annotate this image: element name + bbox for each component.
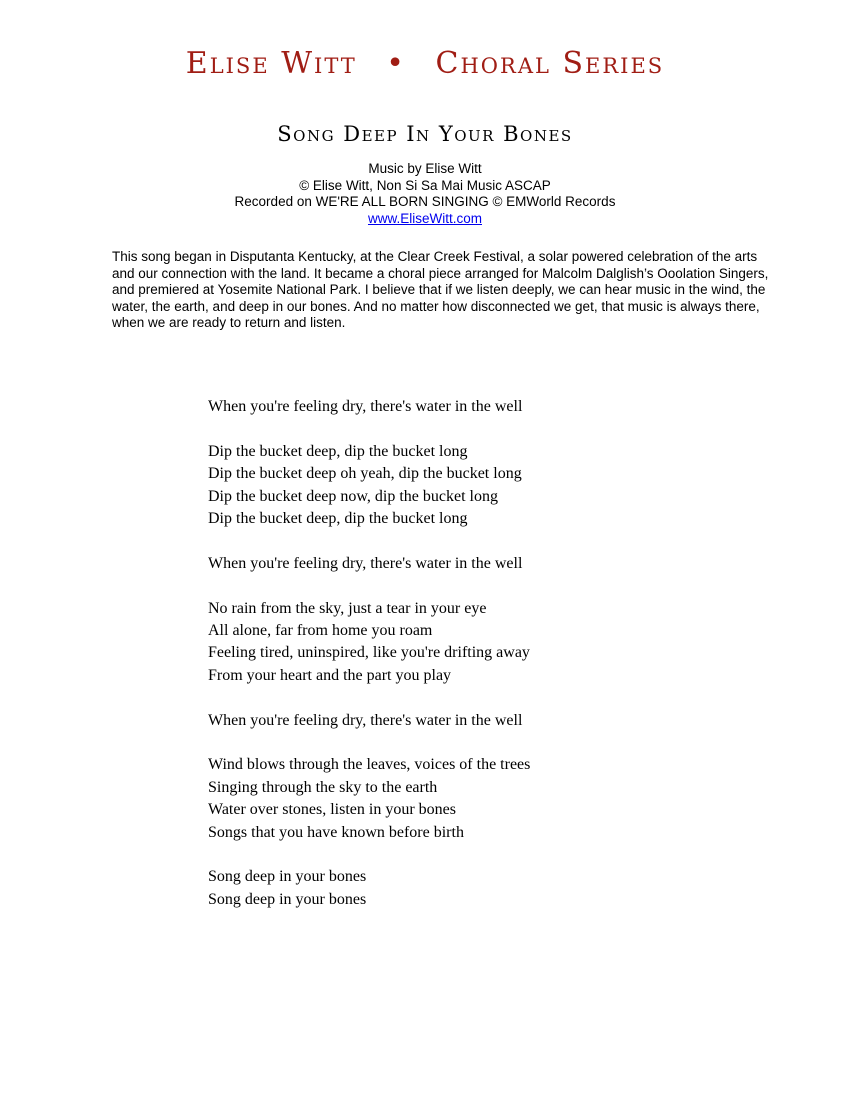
lyric-line: When you're feeling dry, there's water in the well xyxy=(208,398,523,415)
stanza-4 xyxy=(208,598,808,688)
lyric-line: Songs that you have known before birth xyxy=(208,823,464,841)
lyric-line: Dip the bucket deep, dip the bucket long xyxy=(208,510,468,528)
intro-paragraph: This song began in Disputanta Kentucky, at the Clear Creek Festival, a solar powered celebration of the arts and our connection with the land. It became a choral piece arranged for Malcolm Dalglish’s Ooolation Singers, and premiered at Yosemite National Park. I believe that if we listen deeply, we can hear music in the wind, the water, the earth, and deep in our bones. And no matter how disconnected we get, that music is always there, when we are ready to return and listen. xyxy=(112,249,769,331)
lyric-line: When you're feeling dry, there's water in the well xyxy=(208,554,523,572)
series-name: Choral Series xyxy=(435,46,665,81)
recorded-on: Recorded on WE'RE ALL BORN SINGING © EMWorld Records xyxy=(234,194,616,209)
lyric-line: Feeling tired, uninspired, like you're drifting away xyxy=(208,644,530,662)
lyric-line: Singing through the sky to the earth xyxy=(208,778,438,796)
lyric-line: All alone, far from home you roam xyxy=(208,622,433,640)
lyric-line: Dip the bucket deep, dip the bucket long xyxy=(208,442,468,460)
lyric-line: Dip the bucket deep oh yeah, dip the bucket long xyxy=(208,465,522,483)
lyric-line: Wind blows through the leaves, voices of the trees xyxy=(208,756,531,774)
lyric-line: Song deep in your bones xyxy=(208,868,367,886)
copyright-line: © Elise Witt, Non Si Sa Mai Music ASCAP xyxy=(299,177,551,193)
music-by: Music by Elise Witt xyxy=(368,161,482,176)
lyric-line: Dip the bucket deep now, dip the bucket long xyxy=(208,487,498,505)
stanza-3 xyxy=(208,553,808,575)
lyric-line: Song deep in your bones xyxy=(208,890,367,908)
stanza-7 xyxy=(208,866,808,911)
series-header xyxy=(0,46,850,81)
lyric-line: When you're feeling dry, there's water in the well xyxy=(208,711,523,729)
header-separator: • xyxy=(386,46,406,81)
lyric-line: Water over stones, listen in your bones xyxy=(208,801,456,819)
lyrics xyxy=(208,396,808,934)
song-credits xyxy=(0,161,850,227)
stanza-1 xyxy=(208,396,808,418)
lyric-line: No rain from the sky, just a tear in your eye xyxy=(208,599,487,617)
stanza-5 xyxy=(208,710,808,732)
artist-name: Elise Witt xyxy=(185,46,357,81)
stanza-6 xyxy=(208,754,808,844)
lyric-line: From your heart and the part you play xyxy=(208,666,452,684)
song-title: Song Deep In Your Bones xyxy=(277,122,573,146)
stanza-2 xyxy=(208,441,808,531)
website-link[interactable]: www.EliseWitt.com xyxy=(367,210,482,226)
